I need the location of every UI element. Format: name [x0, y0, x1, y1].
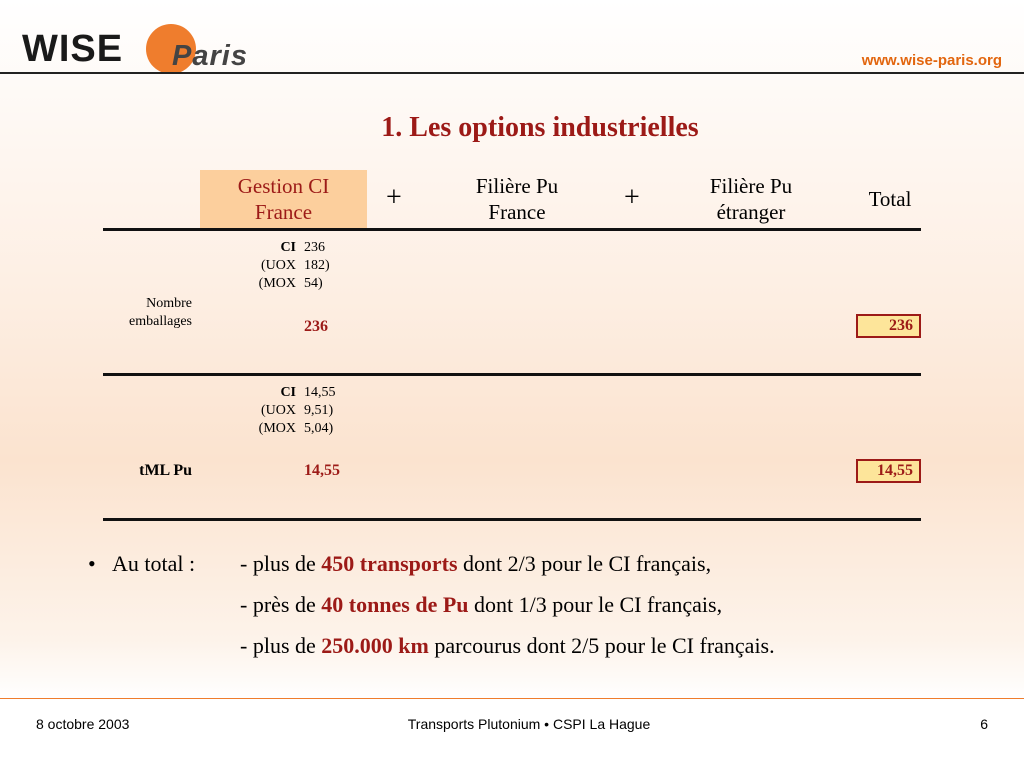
summary-highlight: 250.000 km [321, 633, 429, 658]
mox-key: (MOX [258, 276, 296, 291]
plus-sign: + [624, 182, 640, 213]
row-label-line: emballages [129, 314, 192, 329]
logo-paris-text: Paris [172, 40, 248, 72]
summary-text: dont 1/3 pour le CI français, [468, 592, 723, 617]
uox-value: 182) [304, 258, 330, 273]
ci-total-value: 14,55 [304, 462, 340, 479]
mox-value: 54) [304, 276, 323, 291]
summary-text: - plus de [240, 633, 322, 658]
uox-key: (UOX [261, 403, 296, 418]
breakdown-values [304, 239, 364, 293]
breakdown-keys [240, 239, 296, 293]
mox-key: (MOX [258, 421, 296, 436]
summary-text: parcourus dont 2/5 pour le CI français. [428, 633, 775, 658]
mox-value: 5,04) [304, 421, 334, 436]
ci-value: 236 [304, 240, 325, 255]
summary-line [240, 633, 775, 659]
row-label-nombre-emballages [100, 295, 192, 331]
column-header-gestion-ci [200, 170, 367, 228]
summary-line [240, 592, 722, 618]
bullet-marker: • [88, 551, 96, 576]
total-box: 14,55 [856, 459, 921, 483]
footer-date: 8 octobre 2003 [36, 716, 130, 732]
ci-total-value: 236 [304, 318, 328, 335]
table-rule-middle [103, 373, 921, 376]
table-rule-top [103, 228, 921, 231]
column-header-filiere-pu-france [442, 173, 592, 225]
column-header-line: France [488, 200, 546, 224]
column-header-line: étranger [716, 200, 786, 224]
footer-center: Transports Plutonium • CSPI La Hague [407, 716, 651, 732]
logo-wise-text: WISE [22, 28, 124, 70]
uox-value: 9,51) [304, 403, 334, 418]
summary-highlight: 40 tonnes de Pu [321, 592, 469, 617]
ci-key: CI [280, 385, 296, 400]
website-link[interactable]: www.wise-paris.org [861, 52, 1002, 69]
summary-line [240, 551, 711, 577]
summary-lead: Au total : [112, 551, 196, 576]
summary-text: - plus de [240, 551, 322, 576]
table-rule-bottom [103, 518, 921, 521]
column-header-line: Filière Pu [475, 174, 559, 198]
column-header-line: France [254, 200, 313, 224]
ci-key: CI [280, 240, 296, 255]
plus-sign: + [386, 182, 402, 213]
breakdown-values [304, 384, 364, 438]
column-header-line: Filière Pu [709, 174, 793, 198]
column-header-filiere-pu-etranger [676, 173, 826, 225]
row-label-line: Nombre [146, 296, 192, 311]
column-header-total: Total [868, 187, 912, 211]
breakdown-keys [240, 384, 296, 438]
footer-page-number: 6 [980, 716, 988, 732]
uox-key: (UOX [261, 258, 296, 273]
header-divider [0, 72, 1024, 74]
row-label-tml-pu: tML Pu [139, 462, 192, 479]
footer-divider [0, 698, 1024, 699]
summary-text: dont 2/3 pour le CI français, [457, 551, 712, 576]
total-box: 236 [856, 314, 921, 338]
column-header-line: Gestion CI [237, 174, 330, 198]
summary-highlight: 450 transports [321, 551, 458, 576]
summary-text: - près de [240, 592, 322, 617]
slide-title: 1. Les options industrielles [381, 112, 699, 143]
ci-value: 14,55 [304, 385, 336, 400]
